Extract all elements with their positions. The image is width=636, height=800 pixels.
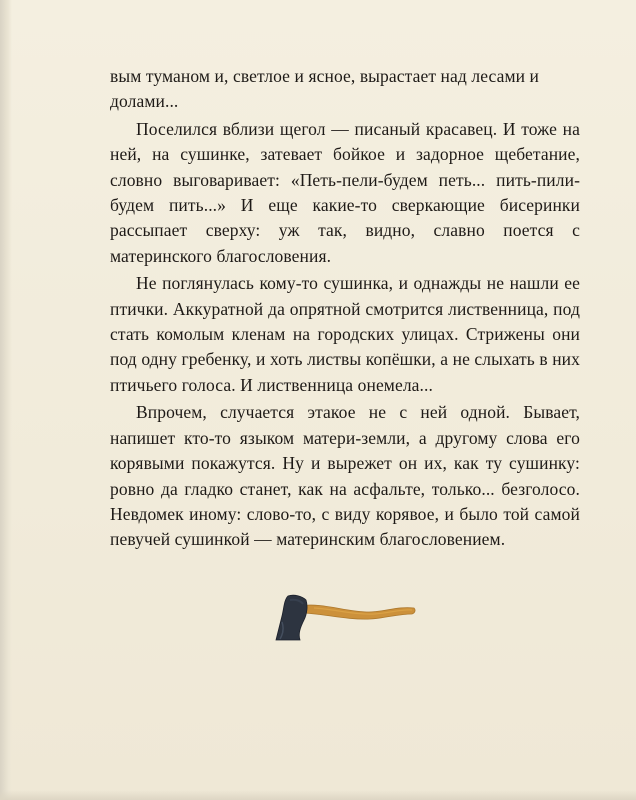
axe-handle xyxy=(298,605,415,619)
page-bottom-shadow xyxy=(0,790,636,800)
paragraph-goldfinch: Поселился вблизи щегол — писаный красавец. И тоже на ней, на сушинке, затевает бойкое и задорное щебетание, словно выговаривает: «Петь-пели-будем петь... пить-пили-будем пить...» И еще какие-то сверкающие бисеринки рассыпает сверху: уж так, видно, славно поется с материнского благословения. xyxy=(110,118,580,266)
paragraph-conclusion: Впрочем, случается этакое не с ней одной. Бывает, напишет кто-то языком матери-земли, а другому слова его корявыми покажутся. Ну и вырежет он их, как ту сушинку: ровно да гладко станет, как на асфальте, только... безголосо. Невдомек иному: слово-то, с виду корявое, и было той самой певучей сушинкой — материнским благословением. xyxy=(110,402,580,550)
axe-icon xyxy=(274,592,418,642)
page-text xyxy=(110,64,580,553)
paragraph-larch: Не поглянулась кому-то сушинка, и однажды не нашли ее птички. Аккуратной да опрятной смотрится лиственница, под стать комолым кленам на городских улицах. Стрижены они под одну гребенку, и хоть листвы копёшки, а не слыхать в них птичьего голоса. И лиственница онемела... xyxy=(110,273,580,395)
paragraph-continuation: вым туманом и, светлое и ясное, вырастает над лесами и долами... xyxy=(110,66,540,112)
page-gutter-shadow xyxy=(0,0,12,800)
